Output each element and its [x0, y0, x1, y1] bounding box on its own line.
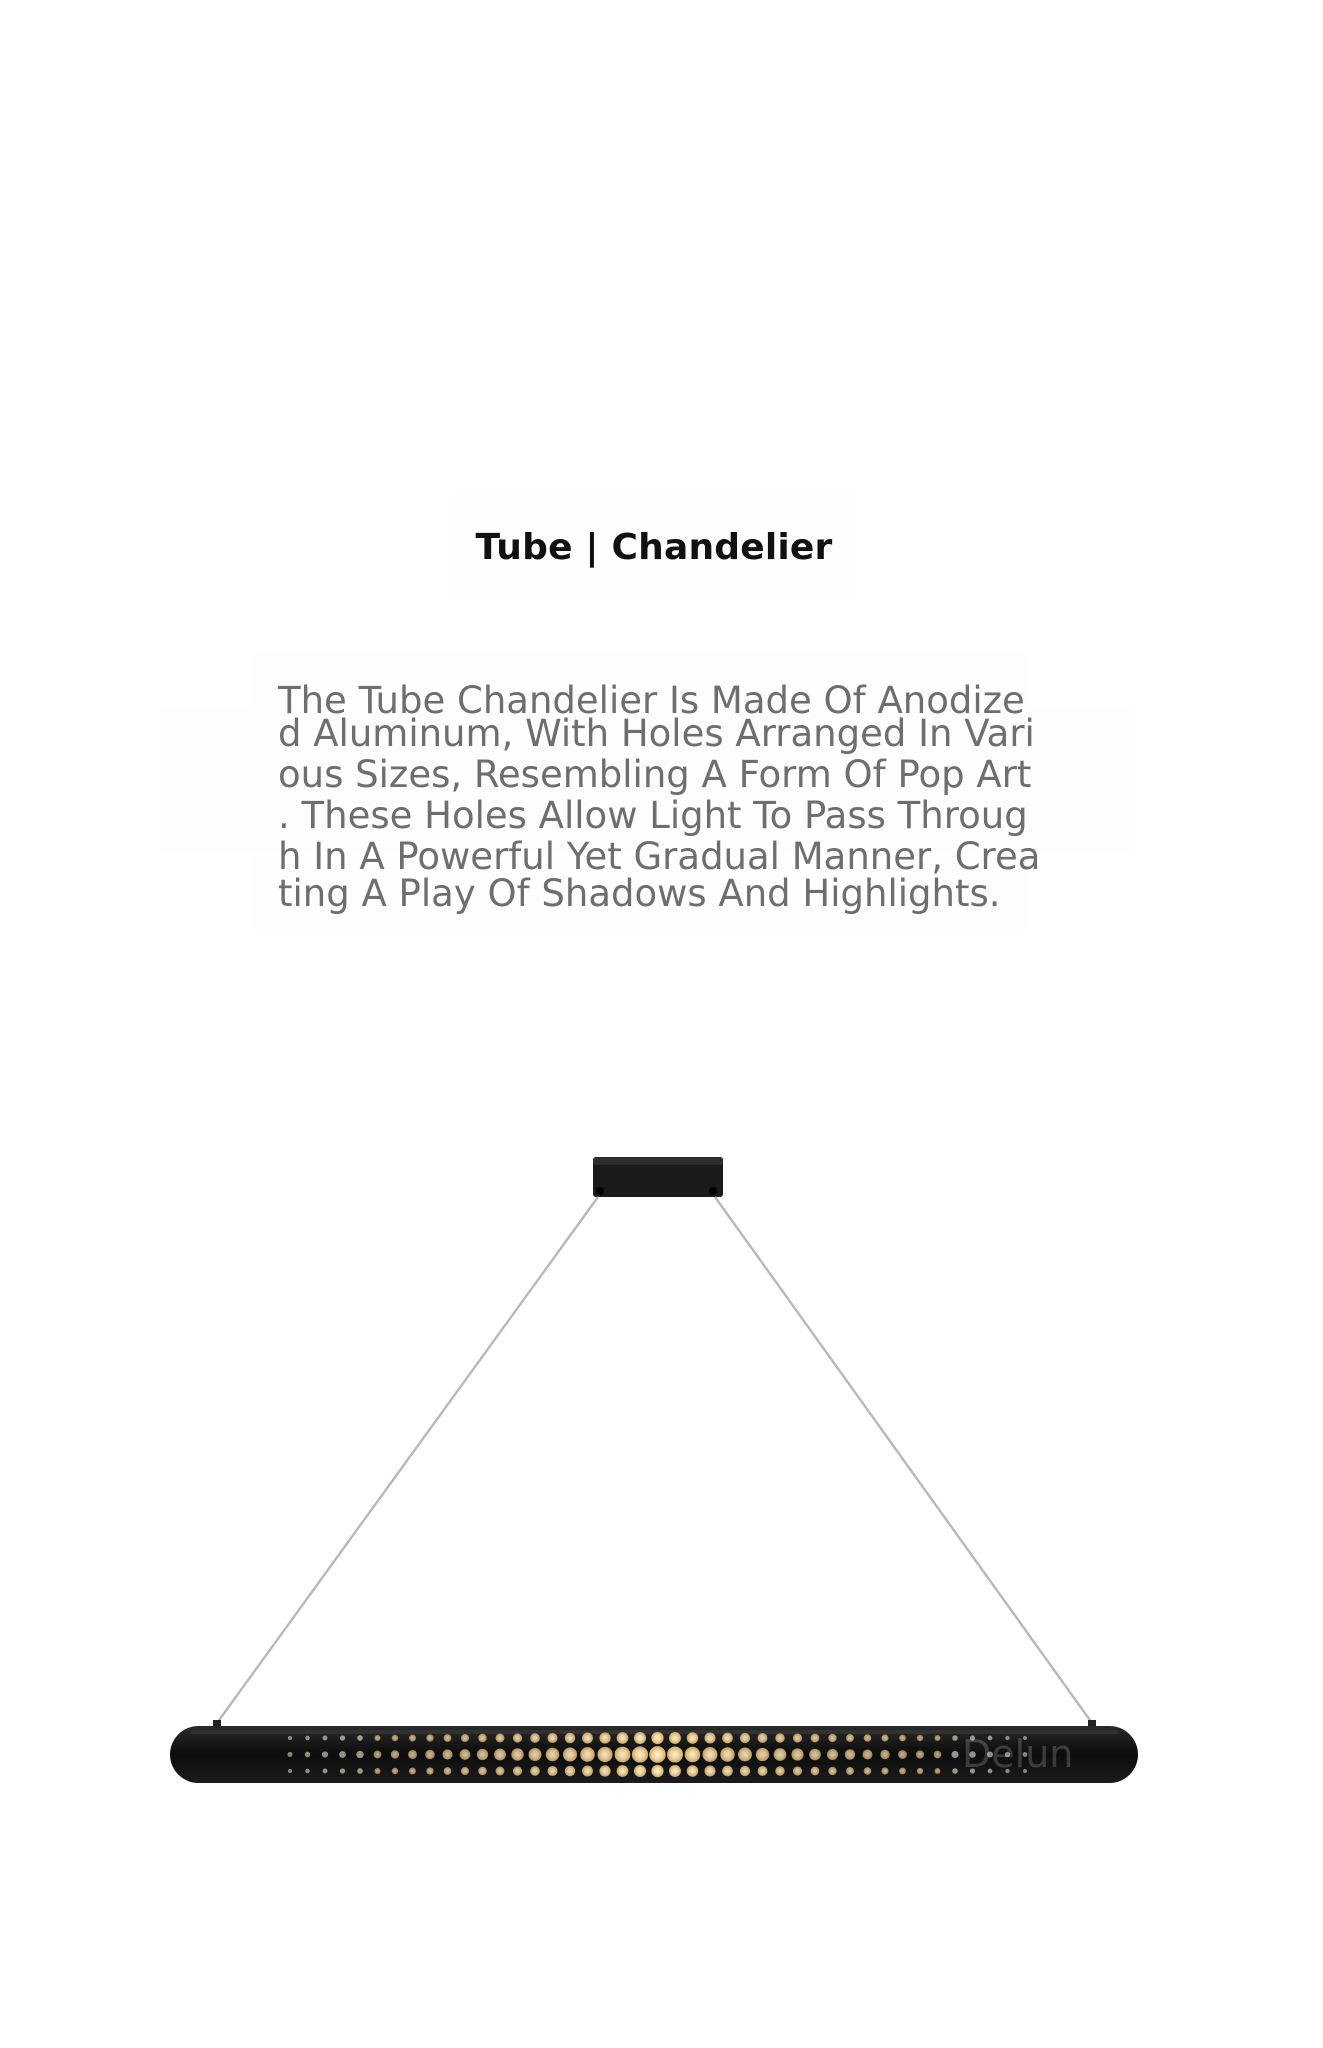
light-hole [845, 1749, 856, 1760]
light-hole [357, 1768, 363, 1774]
light-hole [899, 1735, 906, 1742]
light-hole [704, 1765, 715, 1776]
light-hole [740, 1733, 750, 1743]
light-hole [880, 1750, 889, 1759]
light-hole [374, 1768, 380, 1774]
light-hole [356, 1751, 363, 1758]
light-hole [374, 1735, 380, 1741]
light-hole [409, 1735, 416, 1742]
light-hole [935, 1768, 941, 1774]
description-line: ting A Play Of Shadows And Highlights. [278, 872, 1001, 915]
light-hole [916, 1750, 924, 1758]
light-hole [828, 1734, 836, 1742]
light-hole [738, 1748, 752, 1762]
product-description [278, 679, 1041, 915]
light-hole [599, 1765, 610, 1776]
light-hole [774, 1748, 787, 1761]
light-hole [565, 1733, 575, 1743]
light-hole [580, 1747, 595, 1762]
chandelier-image [0, 1120, 1323, 1820]
light-hole [461, 1767, 469, 1775]
light-hole [634, 1765, 646, 1777]
light-hole [511, 1748, 523, 1760]
light-hole [775, 1733, 785, 1743]
light-hole [547, 1733, 557, 1743]
light-hole [720, 1747, 734, 1761]
light-hole [669, 1765, 681, 1777]
light-hole [649, 1746, 666, 1763]
light-hole [775, 1766, 785, 1776]
light-hole [477, 1749, 488, 1760]
light-hole [669, 1732, 681, 1744]
light-hole [340, 1735, 345, 1740]
light-hole [864, 1767, 872, 1775]
light-hole [478, 1734, 487, 1743]
suspension-wire [213, 1197, 1096, 1729]
light-hole [529, 1748, 542, 1761]
light-hole [632, 1746, 648, 1762]
light-hole [494, 1749, 506, 1761]
light-hole [740, 1766, 750, 1776]
light-hole [426, 1734, 433, 1741]
light-hole [496, 1734, 505, 1743]
light-hole [758, 1733, 768, 1743]
light-hole [288, 1736, 292, 1740]
description-line: ous Sizes, Resembling A Form Of Pop Art [278, 753, 1032, 796]
light-hole [881, 1734, 888, 1741]
light-hole [582, 1766, 593, 1777]
page-title: Tube | Chandelier [475, 526, 833, 568]
light-hole [546, 1748, 560, 1762]
light-hole [811, 1734, 820, 1743]
light-hole [288, 1769, 292, 1773]
light-hole [513, 1733, 522, 1742]
light-hole [305, 1752, 311, 1758]
description-line: . These Holes Allow Light To Pass Throug [278, 794, 1028, 837]
title-container [452, 494, 856, 600]
light-hole [322, 1751, 328, 1757]
description-line: h In A Powerful Yet Gradual Manner, Crea [278, 835, 1041, 878]
light-hole [323, 1769, 328, 1774]
light-hole [305, 1736, 310, 1741]
light-hole [952, 1735, 958, 1741]
light-hole [793, 1766, 802, 1775]
light-hole [442, 1749, 452, 1759]
light-hole [444, 1734, 452, 1742]
light-hole [951, 1751, 958, 1758]
light-hole [563, 1747, 577, 1761]
light-hole [809, 1749, 821, 1761]
light-hole [461, 1734, 469, 1742]
light-hole [409, 1768, 416, 1775]
light-hole [374, 1751, 382, 1759]
light-hole [687, 1732, 699, 1744]
light-hole [496, 1767, 505, 1776]
light-hole [756, 1748, 769, 1761]
light-hole [685, 1747, 701, 1763]
light-hole [287, 1752, 292, 1757]
light-hole [305, 1769, 310, 1774]
watermark: Delun [962, 1732, 1074, 1776]
light-hole [323, 1736, 328, 1741]
light-hole [917, 1735, 923, 1741]
light-hole [934, 1751, 942, 1759]
light-hole [935, 1735, 941, 1741]
light-hole [340, 1768, 345, 1773]
light-hole [793, 1733, 802, 1742]
light-hole [426, 1767, 433, 1774]
light-hole [952, 1768, 958, 1774]
light-hole [597, 1747, 612, 1762]
light-hole [846, 1767, 854, 1775]
light-hole [703, 1747, 718, 1762]
light-hole [791, 1748, 803, 1760]
light-hole [864, 1734, 872, 1742]
light-hole [391, 1750, 399, 1758]
light-hole [827, 1749, 838, 1760]
light-hole [898, 1750, 907, 1759]
light-hole [392, 1735, 399, 1742]
light-hole [547, 1766, 557, 1776]
ceiling-canopy [593, 1157, 723, 1197]
description-line: The Tube Chandelier Is Made Of Anodize [278, 679, 1025, 722]
light-hole [634, 1732, 646, 1744]
light-hole [722, 1733, 733, 1744]
light-hole [617, 1732, 629, 1744]
light-hole [651, 1765, 663, 1777]
light-hole [408, 1750, 417, 1759]
light-hole [828, 1767, 836, 1775]
light-hole [899, 1768, 906, 1775]
light-hole [444, 1767, 452, 1775]
light-hole [667, 1746, 683, 1762]
light-hole [863, 1750, 873, 1760]
light-hole [478, 1767, 487, 1776]
light-hole [530, 1733, 540, 1743]
light-hole [917, 1768, 923, 1774]
light-hole [530, 1766, 540, 1776]
light-hole [846, 1734, 854, 1742]
light-hole [357, 1735, 363, 1741]
light-hole [460, 1749, 471, 1760]
light-hole [881, 1767, 888, 1774]
light-hole [811, 1767, 820, 1776]
light-hole [615, 1747, 631, 1763]
light-hole [687, 1765, 699, 1777]
light-hole [651, 1732, 663, 1744]
light-hole [565, 1766, 575, 1776]
light-hole [392, 1768, 399, 1775]
light-hole [722, 1766, 733, 1777]
description-line: d Aluminum, With Holes Arranged In Vari [278, 712, 1035, 755]
light-hole [599, 1732, 610, 1743]
light-hole [758, 1766, 768, 1776]
light-hole [339, 1751, 346, 1758]
light-hole [704, 1732, 715, 1743]
light-hole [425, 1750, 435, 1760]
light-hole [617, 1765, 629, 1777]
light-hole [513, 1766, 522, 1775]
light-hole [582, 1733, 593, 1744]
